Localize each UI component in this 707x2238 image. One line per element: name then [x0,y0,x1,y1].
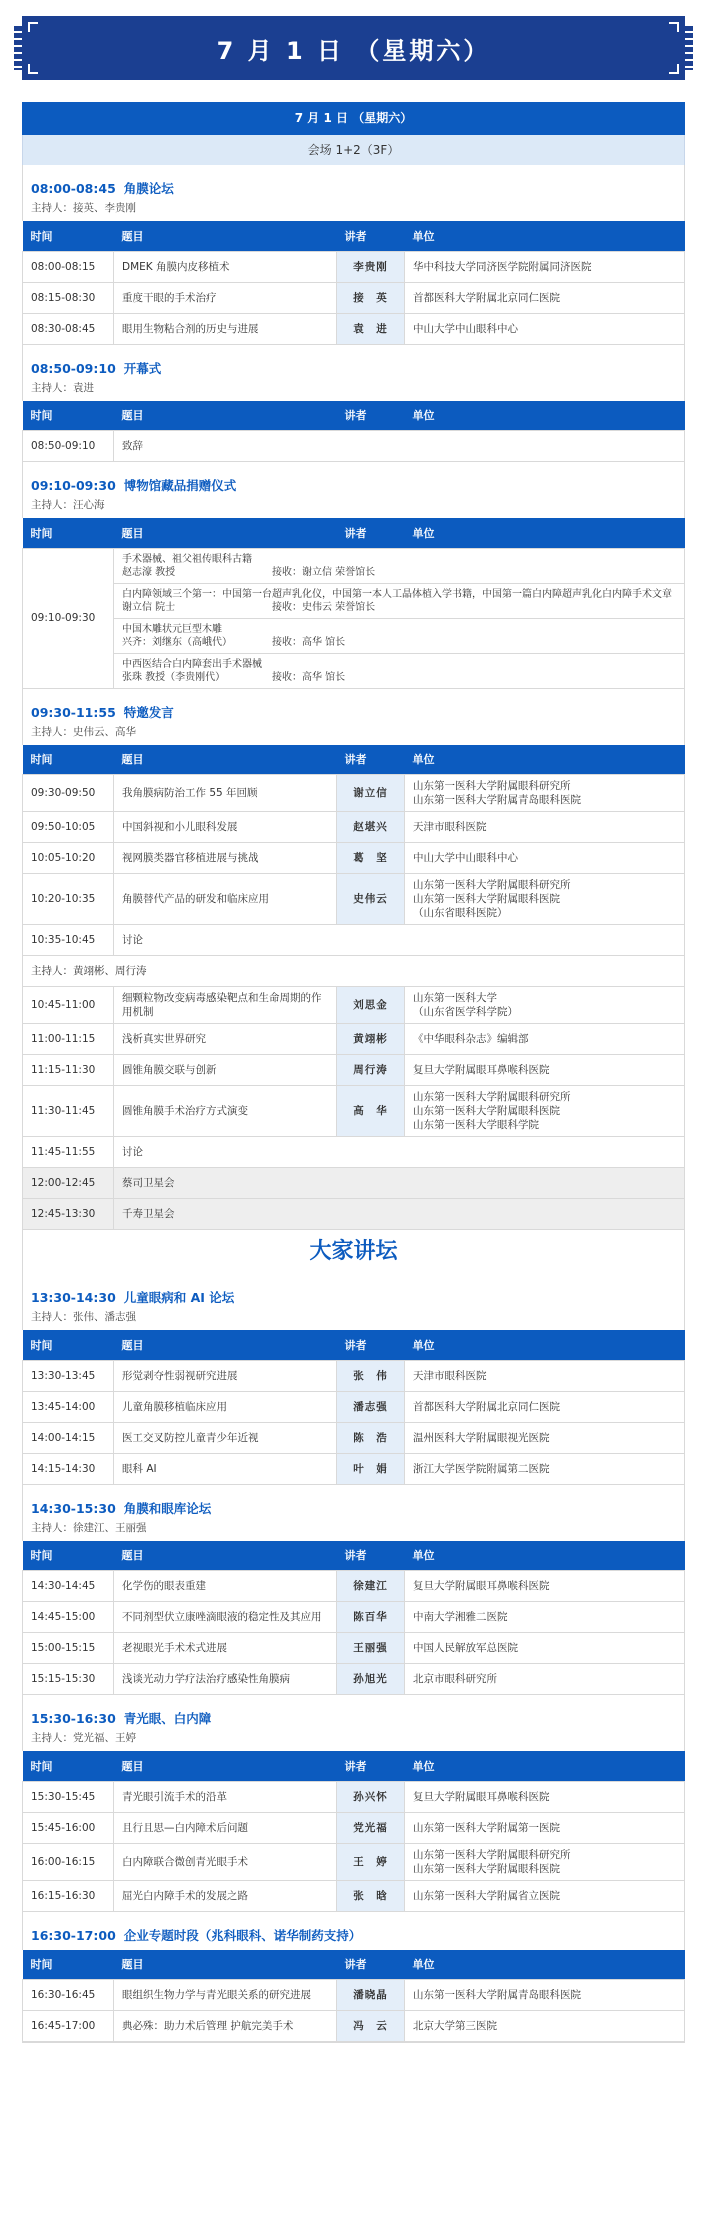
session-title [31,359,676,377]
session-host: 主持人：黄翊彬、周行涛 [23,956,685,987]
session-host: 主持人：袁进 [31,381,94,394]
donation-parties [122,601,676,614]
session-time: 09:30-11:55 [31,704,116,720]
row-time: 11:00-11:15 [23,1024,114,1055]
row-unit: 中山大学中山眼科中心 [405,843,685,874]
row-topic: 重度干眼的手术治疗 [114,282,337,313]
header-time: 时间 [23,745,114,775]
row-topic: DMEK 角膜内皮移植术 [114,251,337,282]
table-header-row [23,1330,685,1360]
session-host: 主持人：汪心海 [31,499,105,511]
row-unit: 山东第一医科大学附属眼科研究所 山东第一医科大学附属眼科医院 山东第一医科大学眼科学院 [405,1086,685,1137]
row-time: 16:45-17:00 [23,2011,114,2042]
table-header-row [23,518,685,548]
row-time: 09:50-10:05 [23,812,114,843]
table-row [23,1843,685,1880]
table-row [23,313,685,344]
row-time: 12:45-13:30 [23,1199,114,1230]
row-speaker: 徐建江 [337,1571,405,1602]
header-time: 时间 [23,1541,114,1571]
row-unit: 山东第一医科大学附属青岛眼科医院 [405,1980,685,2011]
row-topic: 白内障联合微创青光眼手术 [114,1843,337,1880]
donation-item [114,654,684,688]
table-header-row [23,1950,685,1980]
corner-ornament [669,64,679,74]
header-topic: 题目 [114,221,337,251]
receiver: 接收：高华 馆长 [272,636,346,648]
header-unit: 单位 [405,1950,685,1980]
donation-object: 中西医结合白内障套出手术器械 [122,658,262,670]
donation-object: 手术器械、祖父祖传眼科古籍 [122,553,252,565]
table-row [23,1137,685,1168]
row-unit: 天津市眼科医院 [405,812,685,843]
header-unit: 单位 [405,1541,685,1571]
header-speaker: 讲者 [337,518,405,548]
donor: 谢立信 院士 [122,601,176,613]
row-time: 12:00-12:45 [23,1168,114,1199]
session-title [31,179,676,197]
header-time: 时间 [23,1751,114,1781]
header-speaker: 讲者 [337,1950,405,1980]
row-topic: 讨论 [114,1137,685,1168]
session-title [31,1709,676,1727]
table-row [23,1453,685,1484]
row-topic: 形觉剥夺性弱视研究进展 [114,1360,337,1391]
row-unit: 复旦大学附属眼耳鼻喉科医院 [405,1055,685,1086]
row-unit: 山东第一医科大学附属眼科研究所 山东第一医科大学附属青岛眼科医院 [405,775,685,812]
row-time: 14:30-14:45 [23,1571,114,1602]
row-time: 16:15-16:30 [23,1880,114,1911]
row-unit: 山东第一医科大学附属眼科研究所 山东第一医科大学附属眼科医院 [405,1843,685,1880]
row-time: 14:00-14:15 [23,1422,114,1453]
row-time: 14:15-14:30 [23,1453,114,1484]
session-header [22,1274,685,1330]
table-row [23,1199,685,1230]
row-time: 10:05-10:20 [23,843,114,874]
row-topic: 且行且思—白内障术后问题 [114,1812,337,1843]
schedule-table [22,221,685,345]
donor: 兴齐：刘继东（高峨代） [122,636,232,648]
row-time: 08:50-09:10 [23,431,114,462]
row-unit: 北京大学第三医院 [405,2011,685,2042]
schedule-table [22,401,685,463]
row-speaker: 周行涛 [337,1055,405,1086]
session-time: 15:30-16:30 [31,1711,116,1726]
row-topic: 浅析真实世界研究 [114,1024,337,1055]
header-unit: 单位 [405,1751,685,1781]
row-speaker: 高 华 [337,1086,405,1137]
row-speaker: 史伟云 [337,874,405,925]
row-topic: 细颗粒物改变病毒感染靶点和生命周期的作用机制 [114,987,337,1024]
row-unit: 山东第一医科大学附属眼科研究所 山东第一医科大学附属眼科医院 （山东省眼科医院） [405,874,685,925]
session-title [31,1926,676,1944]
session-name: 儿童眼病和 AI 论坛 [123,1290,235,1305]
row-time: 09:10-09:30 [23,548,114,688]
row-topic: 不同剂型伏立康唑滴眼液的稳定性及其应用 [114,1602,337,1633]
row-unit: 中国人民解放军总医院 [405,1633,685,1664]
session-name: 特邀发言 [123,704,174,720]
row-unit: 复旦大学附属眼耳鼻喉科医院 [405,1571,685,1602]
row-topic: 典必殊：助力术后管理 护航完美手术 [114,2011,337,2042]
row-speaker: 李贵刚 [337,251,405,282]
table-header-row [23,221,685,251]
session-header [22,1695,685,1751]
session-name: 角膜和眼库论坛 [123,1500,212,1516]
host-row [23,956,685,987]
session-name: 企业专题时段（兆科眼科、诺华制药支持） [123,1927,362,1943]
header-time: 时间 [23,401,114,431]
row-topic: 圆锥角膜手术治疗方式演变 [114,1086,337,1137]
header-unit: 单位 [405,221,685,251]
row-unit: 首都医科大学附属北京同仁医院 [405,1391,685,1422]
row-time: 09:30-09:50 [23,775,114,812]
session-title [31,1288,676,1306]
corner-ornament [28,64,38,74]
header-speaker: 讲者 [337,1330,405,1360]
schedule-table [22,1330,685,1485]
row-topic: 千寿卫星会 [114,1199,685,1230]
table-row [23,1360,685,1391]
donation-items [114,548,685,688]
session-host: 主持人：接英、李贵刚 [31,202,136,214]
row-speaker: 叶 娟 [337,1453,405,1484]
session-time: 09:10-09:30 [31,478,116,493]
row-speaker: 孙旭光 [337,1664,405,1695]
table-row [23,251,685,282]
row-unit: 山东第一医科大学附属第一医院 [405,1812,685,1843]
table-row [23,1024,685,1055]
schedule-table [22,745,685,1231]
header-time: 时间 [23,221,114,251]
table-row [23,987,685,1024]
session-header [22,462,685,518]
row-speaker: 黄翊彬 [337,1024,405,1055]
table-row [23,1812,685,1843]
row-unit: 首都医科大学附属北京同仁医院 [405,282,685,313]
table-row [23,1602,685,1633]
session-host: 主持人：党光福、王婷 [31,1732,136,1744]
receiver: 接收：谢立信 荣誉馆长 [272,566,376,578]
receiver: 接收：高华 馆长 [272,671,346,683]
row-time: 16:00-16:15 [23,1843,114,1880]
session-header [22,1912,685,1950]
row-speaker: 刘思金 [337,987,405,1024]
row-time: 15:30-15:45 [23,1781,114,1812]
row-speaker: 陈百华 [337,1602,405,1633]
donation-parties [122,671,676,684]
row-unit: 中南大学湘雅二医院 [405,1602,685,1633]
venue-label: 会场 1+2（3F） [22,135,685,165]
row-topic: 我角膜病防治工作 55 年回顾 [114,775,337,812]
row-speaker: 张 伟 [337,1360,405,1391]
row-time: 10:35-10:45 [23,925,114,956]
header-time: 时间 [23,518,114,548]
session-header [22,345,685,401]
row-topic: 老视眼光手术术式进展 [114,1633,337,1664]
row-topic: 讨论 [114,925,685,956]
row-time: 15:00-15:15 [23,1633,114,1664]
row-time: 13:45-14:00 [23,1391,114,1422]
schedule-table [22,1541,685,1696]
header-unit: 单位 [405,401,685,431]
header-topic: 题目 [114,1541,337,1571]
row-unit: 华中科技大学同济医学院附属同济医院 [405,251,685,282]
row-topic: 圆锥角膜交联与创新 [114,1055,337,1086]
schedule-table [22,1950,685,2043]
header-topic: 题目 [114,745,337,775]
header-speaker: 讲者 [337,745,405,775]
row-time: 14:45-15:00 [23,1602,114,1633]
donation-object: 白内障领域三个第一：中国第一台超声乳化仪，中国第一本人工晶体植入学书籍，中国第一篇白内障超声乳化白内障手术文章 [122,588,672,600]
session-host: 主持人：史伟云、高华 [31,725,136,738]
row-speaker: 王 婷 [337,1843,405,1880]
session-name: 角膜论坛 [123,181,174,196]
row-time: 11:45-11:55 [23,1137,114,1168]
row-topic: 眼组织生物力学与青光眼关系的研究进展 [114,1980,337,2011]
row-speaker: 袁 进 [337,313,405,344]
row-time: 16:30-16:45 [23,1980,114,2011]
row-speaker: 孙兴怀 [337,1781,405,1812]
program-page [0,16,707,2053]
donation-item [114,619,684,654]
table-header-row [23,1751,685,1781]
header-unit: 单位 [405,745,685,775]
row-speaker: 陈 浩 [337,1422,405,1453]
header-unit: 单位 [405,518,685,548]
table-row [23,1880,685,1911]
donation-parties [122,566,676,579]
table-row [23,1664,685,1695]
row-time: 08:15-08:30 [23,282,114,313]
session-host: 主持人：徐建江、王丽强 [31,1521,147,1534]
header-topic: 题目 [114,1751,337,1781]
table-header-row [23,401,685,431]
session-time: 16:30-17:00 [31,1927,116,1943]
row-unit: 复旦大学附属眼耳鼻喉科医院 [405,1781,685,1812]
table-row [23,282,685,313]
header-time: 时间 [23,1950,114,1980]
header-time: 时间 [23,1330,114,1360]
row-time: 15:45-16:00 [23,1812,114,1843]
header-topic: 题目 [114,518,337,548]
session-header [22,165,685,221]
donor: 赵志濠 教授 [122,566,176,578]
row-unit: 中山大学中山眼科中心 [405,313,685,344]
row-unit: 北京市眼科研究所 [405,1664,685,1695]
table-row [23,874,685,925]
table-row [23,925,685,956]
divider [22,2042,685,2043]
row-speaker: 冯 云 [337,2011,405,2042]
table-row [23,812,685,843]
table-row [23,775,685,812]
table-header-row [23,1541,685,1571]
header-topic: 题目 [114,1950,337,1980]
table-row [23,1086,685,1137]
row-time: 11:15-11:30 [23,1055,114,1086]
row-speaker: 潘志强 [337,1391,405,1422]
row-topic: 医工交叉防控儿童青少年近视 [114,1422,337,1453]
row-topic: 眼科 AI [114,1453,337,1484]
row-unit: 山东第一医科大学附属省立医院 [405,1880,685,1911]
row-topic: 儿童角膜移植临床应用 [114,1391,337,1422]
row-topic: 角膜替代产品的研发和临床应用 [114,874,337,925]
header-topic: 题目 [114,1330,337,1360]
session-header [22,689,685,745]
donor: 张珠 教授（李贵刚代） [122,671,226,683]
session-name: 开幕式 [123,360,162,376]
row-time: 08:00-08:15 [23,251,114,282]
row-speaker: 赵堪兴 [337,812,405,843]
session-title [31,703,676,721]
header-unit: 单位 [405,1330,685,1360]
session-name: 青光眼、白内障 [123,1711,212,1726]
row-unit: 温州医科大学附属眼视光医院 [405,1422,685,1453]
row-speaker: 潘晓晶 [337,1980,405,2011]
session-title [31,1499,676,1517]
table-row [23,843,685,874]
receiver: 接收：史伟云 荣誉馆长 [272,601,376,613]
header-topic: 题目 [114,401,337,431]
session-header [22,1485,685,1541]
table-row [23,1391,685,1422]
table-row [23,1571,685,1602]
row-topic: 浅谈光动力学疗法治疗感染性角膜病 [114,1664,337,1695]
row-speaker: 张 晗 [337,1880,405,1911]
row-speaker: 谢立信 [337,775,405,812]
row-speaker: 葛 坚 [337,843,405,874]
donation-item [114,584,684,619]
row-unit: 浙江大学医学院附属第二医院 [405,1453,685,1484]
header-speaker: 讲者 [337,401,405,431]
donation-row [23,548,685,688]
row-topic: 屈光白内障手术的发展之路 [114,1880,337,1911]
table-row [23,2011,685,2042]
row-topic: 青光眼引流手术的沿革 [114,1781,337,1812]
session-host: 主持人：张伟、潘志强 [31,1311,136,1323]
row-time: 11:30-11:45 [23,1086,114,1137]
row-speaker: 党光福 [337,1812,405,1843]
session-time: 08:50-09:10 [31,360,116,376]
row-time: 15:15-15:30 [23,1664,114,1695]
row-time: 13:30-13:45 [23,1360,114,1391]
row-topic: 视网膜类器官移植进展与挑战 [114,843,337,874]
table-row [23,1633,685,1664]
section-title: 大家讲坛 [22,1230,685,1274]
session-time: 08:00-08:45 [31,181,116,196]
row-topic: 眼用生物粘合剂的历史与进展 [114,313,337,344]
date-banner [22,16,685,80]
header-speaker: 讲者 [337,1541,405,1571]
row-time: 10:45-11:00 [23,987,114,1024]
session-name: 博物馆藏品捐赠仪式 [123,478,237,493]
header-speaker: 讲者 [337,1751,405,1781]
row-topic: 中国斜视和小儿眼科发展 [114,812,337,843]
row-unit: 天津市眼科医院 [405,1360,685,1391]
schedule-content [22,165,685,2042]
corner-ornament [28,22,38,32]
row-speaker: 王丽强 [337,1633,405,1664]
table-row [23,431,685,462]
donation-item [114,549,684,584]
corner-ornament [669,22,679,32]
row-time: 08:30-08:45 [23,313,114,344]
row-unit: 山东第一医科大学 （山东省医学科学院） [405,987,685,1024]
row-speaker: 接 英 [337,282,405,313]
banner-title: 7 月 1 日 （星期六） [216,36,491,65]
donation-parties [122,636,676,649]
row-topic: 致辞 [114,431,685,462]
donation-object: 中国木雕状元巨型木雕 [122,623,222,635]
table-row [23,1781,685,1812]
row-unit: 《中华眼科杂志》编辑部 [405,1024,685,1055]
session-time: 14:30-15:30 [31,1500,116,1516]
table-row [23,1980,685,2011]
day-header: 7 月 1 日 （星期六） [22,102,685,135]
table-row [23,1055,685,1086]
schedule-table [22,1751,685,1912]
header-speaker: 讲者 [337,221,405,251]
schedule-table [22,518,685,689]
table-row [23,1168,685,1199]
session-time: 13:30-14:30 [31,1290,116,1305]
row-topic: 蔡司卫星会 [114,1168,685,1199]
row-time: 10:20-10:35 [23,874,114,925]
session-title [31,476,676,494]
table-row [23,1422,685,1453]
row-topic: 化学伤的眼表重建 [114,1571,337,1602]
table-header-row [23,745,685,775]
